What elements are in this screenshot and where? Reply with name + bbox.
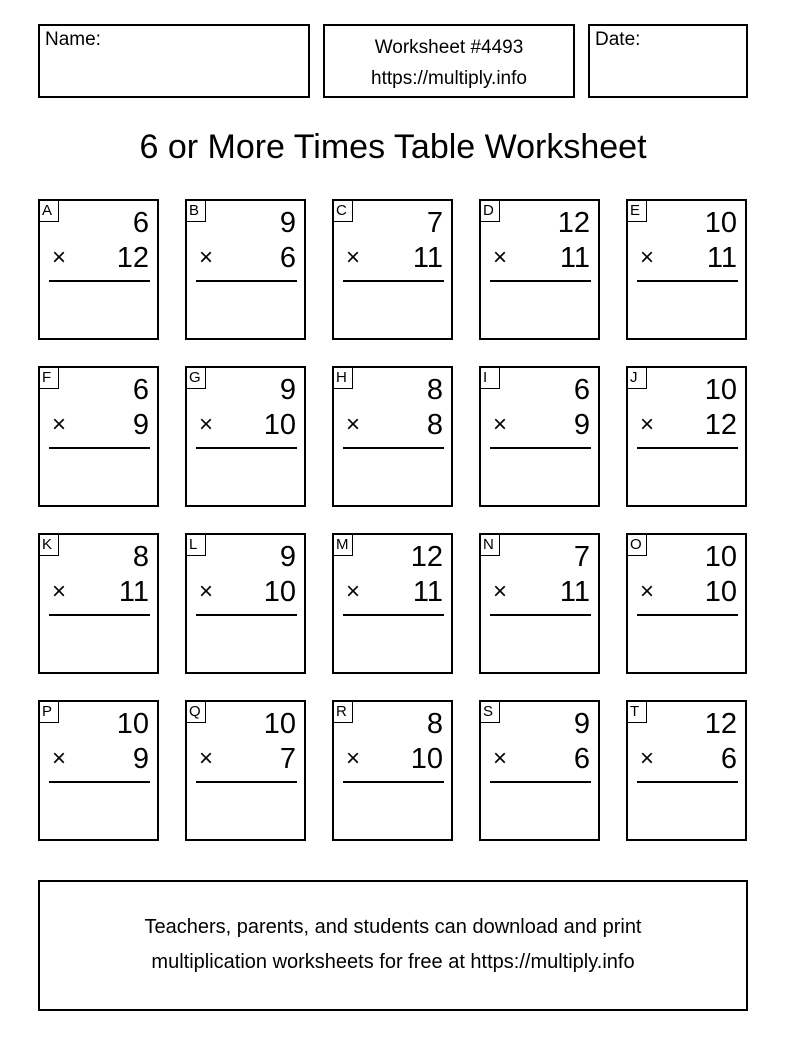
problem-letter: O	[626, 533, 647, 556]
multiplier: 11	[412, 576, 443, 608]
multiplier: 11	[706, 242, 737, 274]
answer-line	[343, 280, 444, 282]
multiplier: 11	[412, 242, 443, 274]
answer-line	[637, 781, 738, 783]
times-sign: ×	[346, 244, 361, 271]
problem-letter: S	[479, 700, 500, 723]
problem-letter: F	[38, 366, 59, 389]
problem-card[interactable]	[185, 199, 306, 340]
times-sign: ×	[346, 411, 361, 438]
problem-letter: G	[185, 366, 206, 389]
footer-line-2: multiplication worksheets for free at https://multiply.info	[151, 951, 635, 973]
problem-letter: L	[185, 533, 206, 556]
problem-letter: K	[38, 533, 59, 556]
times-sign: ×	[640, 578, 655, 605]
answer-line	[196, 280, 297, 282]
problem-card[interactable]	[332, 366, 453, 507]
times-sign: ×	[52, 745, 67, 772]
answer-line	[343, 447, 444, 449]
answer-line	[49, 280, 150, 282]
date-box[interactable]	[588, 24, 748, 98]
times-sign: ×	[199, 578, 214, 605]
problem-card[interactable]	[626, 700, 747, 841]
multiplicand: 9	[279, 541, 296, 573]
times-sign: ×	[493, 244, 508, 271]
times-sign: ×	[493, 745, 508, 772]
footer-line-1: Teachers, parents, and students can download and print	[144, 916, 642, 938]
multiplier: 10	[704, 576, 737, 608]
multiplicand: 10	[704, 541, 737, 573]
multiplicand: 12	[410, 541, 443, 573]
problem-card[interactable]	[479, 366, 600, 507]
problem-letter: C	[332, 199, 353, 222]
multiplier: 9	[573, 409, 590, 441]
problem-letter: T	[626, 700, 647, 723]
problem-letter: P	[38, 700, 59, 723]
times-sign: ×	[199, 745, 214, 772]
multiplicand: 9	[279, 374, 296, 406]
times-sign: ×	[640, 411, 655, 438]
problem-letter: E	[626, 199, 647, 222]
times-sign: ×	[493, 578, 508, 605]
multiplier: 10	[263, 576, 296, 608]
multiplicand: 10	[704, 374, 737, 406]
multiplier: 6	[720, 743, 737, 775]
problem-letter: H	[332, 366, 353, 389]
times-sign: ×	[640, 745, 655, 772]
multiplicand: 9	[279, 207, 296, 239]
multiplicand: 10	[116, 708, 149, 740]
name-label: Name:	[45, 29, 101, 50]
multiplier: 12	[116, 242, 149, 274]
answer-line	[490, 781, 591, 783]
answer-line	[637, 614, 738, 616]
times-sign: ×	[346, 578, 361, 605]
answer-line	[343, 614, 444, 616]
multiplicand: 8	[426, 708, 443, 740]
problem-card[interactable]	[479, 199, 600, 340]
problem-card[interactable]	[479, 700, 600, 841]
multiplicand: 7	[426, 207, 443, 239]
multiplier: 11	[559, 242, 590, 274]
footer-box	[38, 880, 748, 1011]
times-sign: ×	[346, 745, 361, 772]
multiplicand: 8	[426, 374, 443, 406]
problem-card[interactable]	[626, 533, 747, 674]
times-sign: ×	[493, 411, 508, 438]
multiplier: 10	[263, 409, 296, 441]
answer-line	[490, 447, 591, 449]
multiplier: 11	[559, 576, 590, 608]
problem-card[interactable]	[185, 533, 306, 674]
problem-card[interactable]	[38, 700, 159, 841]
problem-card[interactable]	[332, 533, 453, 674]
answer-line	[196, 781, 297, 783]
problem-letter: B	[185, 199, 206, 222]
problem-card[interactable]	[626, 366, 747, 507]
answer-line	[637, 280, 738, 282]
problem-card[interactable]	[626, 199, 747, 340]
multiplier: 9	[132, 409, 149, 441]
problem-card[interactable]	[185, 700, 306, 841]
times-sign: ×	[199, 411, 214, 438]
answer-line	[490, 280, 591, 282]
multiplicand: 6	[573, 374, 590, 406]
multiplicand: 6	[132, 207, 149, 239]
worksheet-id: Worksheet #4493	[374, 37, 524, 58]
answer-line	[49, 447, 150, 449]
problem-letter: I	[479, 366, 500, 389]
multiplicand: 7	[573, 541, 590, 573]
times-sign: ×	[640, 244, 655, 271]
multiplier: 9	[132, 743, 149, 775]
problem-card[interactable]	[332, 700, 453, 841]
problem-card[interactable]	[479, 533, 600, 674]
problem-letter: A	[38, 199, 59, 222]
problem-letter: N	[479, 533, 500, 556]
multiplicand: 8	[132, 541, 149, 573]
problem-letter: M	[332, 533, 353, 556]
multiplicand: 10	[704, 207, 737, 239]
multiplier: 6	[573, 743, 590, 775]
multiplicand: 9	[573, 708, 590, 740]
multiplier: 12	[704, 409, 737, 441]
answer-line	[49, 614, 150, 616]
answer-line	[196, 447, 297, 449]
problem-card[interactable]	[185, 366, 306, 507]
problem-card[interactable]	[38, 533, 159, 674]
problem-card[interactable]	[38, 199, 159, 340]
multiplicand: 10	[263, 708, 296, 740]
times-sign: ×	[52, 578, 67, 605]
name-box[interactable]	[38, 24, 310, 98]
multiplicand: 6	[132, 374, 149, 406]
site-url: https://multiply.info	[371, 68, 527, 89]
problem-card[interactable]	[38, 366, 159, 507]
multiplier: 7	[279, 743, 296, 775]
multiplicand: 12	[557, 207, 590, 239]
problem-letter: J	[626, 366, 647, 389]
multiplier: 8	[426, 409, 443, 441]
problem-letter: D	[479, 199, 500, 222]
answer-line	[343, 781, 444, 783]
date-label: Date:	[595, 29, 641, 50]
answer-line	[49, 781, 150, 783]
page-title: 6 or More Times Table Worksheet	[139, 128, 647, 166]
times-sign: ×	[199, 244, 214, 271]
multiplicand: 12	[704, 708, 737, 740]
problem-card[interactable]	[332, 199, 453, 340]
multiplier: 10	[410, 743, 443, 775]
times-sign: ×	[52, 411, 67, 438]
times-sign: ×	[52, 244, 67, 271]
multiplier: 11	[118, 576, 149, 608]
problem-letter: R	[332, 700, 353, 723]
answer-line	[637, 447, 738, 449]
answer-line	[490, 614, 591, 616]
problem-letter: Q	[185, 700, 206, 723]
answer-line	[196, 614, 297, 616]
multiplier: 6	[279, 242, 296, 274]
worksheet-info-box	[323, 24, 575, 98]
